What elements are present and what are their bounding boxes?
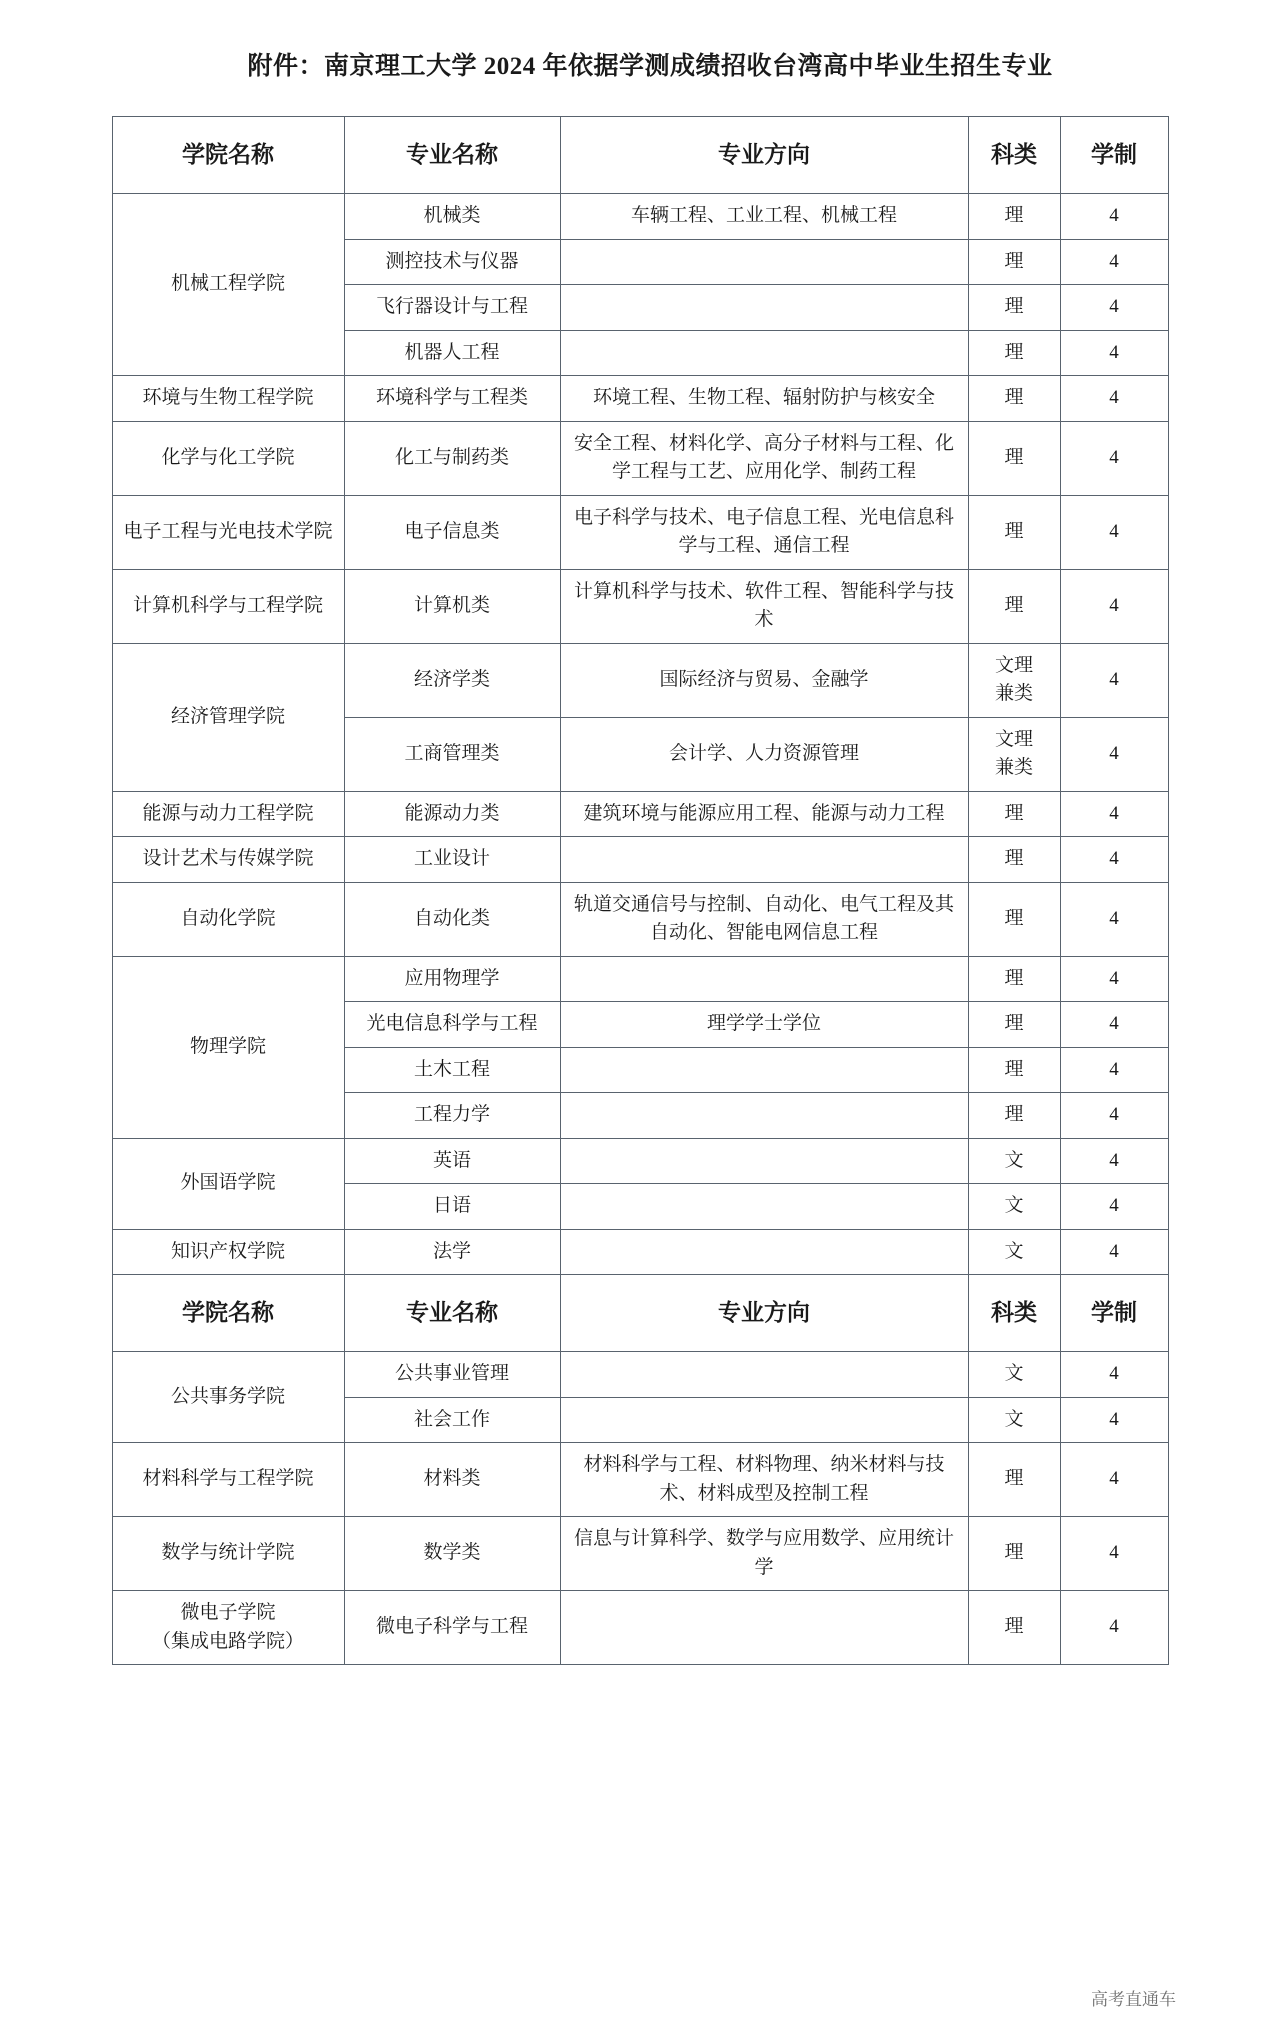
cell-direction	[560, 956, 968, 1002]
cell-major: 光电信息科学与工程	[344, 1002, 560, 1048]
cell-direction: 车辆工程、工业工程、机械工程	[560, 194, 968, 240]
cell-years: 4	[1060, 1352, 1168, 1398]
cell-subject-type: 理	[968, 1093, 1060, 1139]
cell-college: 能源与动力工程学院	[112, 791, 344, 837]
cell-college: 数学与统计学院	[112, 1517, 344, 1591]
cell-subject-type: 理	[968, 837, 1060, 883]
cell-subject-type: 理	[968, 376, 1060, 422]
cell-years: 4	[1060, 1002, 1168, 1048]
cell-years: 4	[1060, 194, 1168, 240]
cell-college: 自动化学院	[112, 882, 344, 956]
cell-subject-type: 文	[968, 1397, 1060, 1443]
table-row	[112, 1591, 1168, 1665]
cell-direction	[560, 330, 968, 376]
cell-direction: 建筑环境与能源应用工程、能源与动力工程	[560, 791, 968, 837]
cell-college: 经济管理学院	[112, 643, 344, 791]
cell-years: 4	[1060, 1517, 1168, 1591]
cell-subject-type: 理	[968, 791, 1060, 837]
cell-college: 设计艺术与传媒学院	[112, 837, 344, 883]
cell-major: 机械类	[344, 194, 560, 240]
cell-direction: 会计学、人力资源管理	[560, 717, 968, 791]
column-header-college: 学院名称	[112, 117, 344, 194]
cell-subject-type: 文理 兼类	[968, 643, 1060, 717]
cell-major: 应用物理学	[344, 956, 560, 1002]
cell-subject-type: 理	[968, 1002, 1060, 1048]
cell-major: 英语	[344, 1138, 560, 1184]
cell-college: 知识产权学院	[112, 1229, 344, 1275]
cell-college: 电子工程与光电技术学院	[112, 495, 344, 569]
column-header-major: 专业名称	[344, 117, 560, 194]
cell-subject-type: 理	[968, 495, 1060, 569]
table-row	[112, 376, 1168, 422]
cell-college: 公共事务学院	[112, 1352, 344, 1443]
cell-years: 4	[1060, 1138, 1168, 1184]
cell-direction	[560, 1229, 968, 1275]
cell-years: 4	[1060, 1443, 1168, 1517]
column-header-years: 学制	[1060, 117, 1168, 194]
cell-major: 计算机类	[344, 569, 560, 643]
cell-major: 机器人工程	[344, 330, 560, 376]
cell-major: 电子信息类	[344, 495, 560, 569]
cell-subject-type: 文理 兼类	[968, 717, 1060, 791]
cell-major: 工程力学	[344, 1093, 560, 1139]
table-row	[112, 569, 1168, 643]
cell-direction: 材料科学与工程、材料物理、纳米材料与技术、材料成型及控制工程	[560, 1443, 968, 1517]
cell-years: 4	[1060, 569, 1168, 643]
cell-direction: 环境工程、生物工程、辐射防护与核安全	[560, 376, 968, 422]
cell-years: 4	[1060, 837, 1168, 883]
cell-direction: 国际经济与贸易、金融学	[560, 643, 968, 717]
cell-years: 4	[1060, 1229, 1168, 1275]
cell-major: 微电子科学与工程	[344, 1591, 560, 1665]
cell-direction	[560, 1352, 968, 1398]
cell-subject-type: 理	[968, 421, 1060, 495]
cell-major: 社会工作	[344, 1397, 560, 1443]
cell-major: 材料类	[344, 1443, 560, 1517]
cell-direction: 安全工程、材料化学、高分子材料与工程、化学工程与工艺、应用化学、制药工程	[560, 421, 968, 495]
cell-direction	[560, 1184, 968, 1230]
column-header-repeat-type: 科类	[968, 1275, 1060, 1352]
cell-subject-type: 理	[968, 956, 1060, 1002]
cell-major: 经济学类	[344, 643, 560, 717]
table-row	[112, 1138, 1168, 1184]
cell-college: 外国语学院	[112, 1138, 344, 1229]
cell-major: 土木工程	[344, 1047, 560, 1093]
table-row	[112, 1229, 1168, 1275]
cell-college: 微电子学院 （集成电路学院）	[112, 1591, 344, 1665]
table-header-row	[112, 117, 1168, 194]
column-header-type: 科类	[968, 117, 1060, 194]
cell-major: 飞行器设计与工程	[344, 285, 560, 331]
cell-subject-type: 理	[968, 569, 1060, 643]
table-body	[112, 194, 1168, 1665]
cell-years: 4	[1060, 643, 1168, 717]
table-row	[112, 643, 1168, 717]
cell-direction	[560, 1591, 968, 1665]
cell-years: 4	[1060, 285, 1168, 331]
cell-major: 公共事业管理	[344, 1352, 560, 1398]
cell-direction: 信息与计算科学、数学与应用数学、应用统计学	[560, 1517, 968, 1591]
watermark-label: 高考直通车	[1091, 1990, 1176, 2009]
cell-years: 4	[1060, 1591, 1168, 1665]
cell-major: 自动化类	[344, 882, 560, 956]
cell-direction	[560, 837, 968, 883]
cell-years: 4	[1060, 376, 1168, 422]
cell-direction: 电子科学与技术、电子信息工程、光电信息科学与工程、通信工程	[560, 495, 968, 569]
cell-direction	[560, 1138, 968, 1184]
cell-years: 4	[1060, 717, 1168, 791]
cell-direction: 轨道交通信号与控制、自动化、电气工程及其自动化、智能电网信息工程	[560, 882, 968, 956]
cell-subject-type: 理	[968, 1047, 1060, 1093]
cell-years: 4	[1060, 495, 1168, 569]
column-header-repeat-direction: 专业方向	[560, 1275, 968, 1352]
cell-major: 环境科学与工程类	[344, 376, 560, 422]
cell-direction	[560, 1397, 968, 1443]
table-row	[112, 421, 1168, 495]
cell-subject-type: 理	[968, 194, 1060, 240]
cell-subject-type: 理	[968, 1443, 1060, 1517]
table-row	[112, 1443, 1168, 1517]
table-row	[112, 495, 1168, 569]
cell-years: 4	[1060, 330, 1168, 376]
cell-subject-type: 理	[968, 1591, 1060, 1665]
page-title: 附件：南京理工大学 2024 年依据学测成绩招收台湾高中毕业生招生专业	[247, 53, 1053, 80]
table-row	[112, 837, 1168, 883]
cell-major: 数学类	[344, 1517, 560, 1591]
column-header-repeat-years: 学制	[1060, 1275, 1168, 1352]
cell-subject-type: 理	[968, 239, 1060, 285]
cell-years: 4	[1060, 882, 1168, 956]
cell-years: 4	[1060, 1047, 1168, 1093]
cell-years: 4	[1060, 1397, 1168, 1443]
cell-major: 法学	[344, 1229, 560, 1275]
cell-years: 4	[1060, 791, 1168, 837]
cell-subject-type: 文	[968, 1229, 1060, 1275]
cell-years: 4	[1060, 239, 1168, 285]
cell-subject-type: 文	[968, 1138, 1060, 1184]
table-row	[112, 791, 1168, 837]
cell-direction	[560, 1047, 968, 1093]
cell-subject-type: 理	[968, 285, 1060, 331]
cell-college: 物理学院	[112, 956, 344, 1138]
cell-college: 环境与生物工程学院	[112, 376, 344, 422]
cell-years: 4	[1060, 956, 1168, 1002]
table-row	[112, 956, 1168, 1002]
cell-college: 计算机科学与工程学院	[112, 569, 344, 643]
cell-subject-type: 理	[968, 330, 1060, 376]
cell-major: 能源动力类	[344, 791, 560, 837]
table-head	[112, 117, 1168, 194]
table-row	[112, 882, 1168, 956]
cell-major: 日语	[344, 1184, 560, 1230]
cell-direction: 理学学士学位	[560, 1002, 968, 1048]
table-row	[112, 194, 1168, 240]
cell-direction	[560, 285, 968, 331]
table-header-row-repeat	[112, 1275, 1168, 1352]
cell-years: 4	[1060, 421, 1168, 495]
cell-college: 机械工程学院	[112, 194, 344, 376]
cell-major: 工业设计	[344, 837, 560, 883]
cell-major: 工商管理类	[344, 717, 560, 791]
cell-major: 测控技术与仪器	[344, 239, 560, 285]
column-header-direction: 专业方向	[560, 117, 968, 194]
cell-years: 4	[1060, 1093, 1168, 1139]
cell-college: 材料科学与工程学院	[112, 1443, 344, 1517]
table-row	[112, 1352, 1168, 1398]
cell-subject-type: 文	[968, 1184, 1060, 1230]
cell-direction: 计算机科学与技术、软件工程、智能科学与技术	[560, 569, 968, 643]
cell-subject-type: 理	[968, 1517, 1060, 1591]
cell-direction	[560, 1093, 968, 1139]
table-row	[112, 1517, 1168, 1591]
cell-years: 4	[1060, 1184, 1168, 1230]
cell-subject-type: 文	[968, 1352, 1060, 1398]
column-header-repeat-college: 学院名称	[112, 1275, 344, 1352]
cell-major: 化工与制药类	[344, 421, 560, 495]
cell-direction	[560, 239, 968, 285]
admission-majors-table	[112, 116, 1169, 1665]
column-header-repeat-major: 专业名称	[344, 1275, 560, 1352]
cell-college: 化学与化工学院	[112, 421, 344, 495]
cell-subject-type: 理	[968, 882, 1060, 956]
